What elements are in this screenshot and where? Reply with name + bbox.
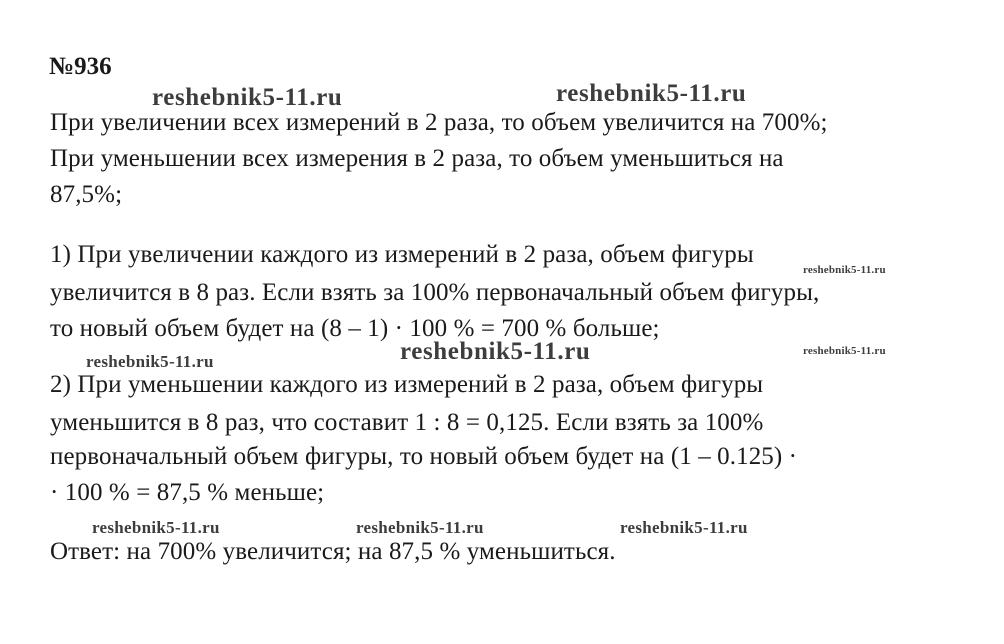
solution-part2-line: первоначальный объем фигуры, то новый объем будет на (1 – 0.125) · <box>50 443 798 470</box>
problem-number: №936 <box>49 53 112 80</box>
solution-part1-line: то новый объем будет на (8 – 1) · 100 % = 700 % больше; <box>50 315 660 342</box>
watermark: reshebnik5-11.ru <box>92 518 220 537</box>
summary-line: При уменьшении всех измерения в 2 раза, то объем уменьшиться на <box>50 145 784 172</box>
summary-line: 87,5%; <box>50 181 123 208</box>
solution-part1-line: 1) При увеличении каждого из измерений в 2 раза, объем фигуры <box>50 241 754 268</box>
watermark: reshebnik5-11.ru <box>152 84 343 111</box>
watermark: reshebnik5-11.ru <box>356 518 484 537</box>
watermark: reshebnik5-11.ru <box>803 264 886 276</box>
solution-part1-line: увеличится в 8 раз. Если взять за 100% первоначальный объем фигуры, <box>50 279 820 306</box>
answer-line: Ответ: на 700% увеличится; на 87,5 % уменьшиться. <box>50 538 616 565</box>
solution-part2-line: · 100 % = 87,5 % меньше; <box>50 479 325 506</box>
solution-part2-line: 2) При уменьшении каждого из измерений в 2 раза, объем фигуры <box>50 371 764 398</box>
watermark: reshebnik5-11.ru <box>400 338 591 365</box>
watermark: reshebnik5-11.ru <box>556 80 747 107</box>
watermark: reshebnik5-11.ru <box>803 345 886 357</box>
solution-part2-line: уменьшится в 8 раз, что составит 1 : 8 = 0,125. Если взять за 100% <box>50 409 764 436</box>
watermark: reshebnik5-11.ru <box>620 518 748 537</box>
watermark: reshebnik5-11.ru <box>86 352 214 371</box>
summary-line: При увеличении всех измерений в 2 раза, то объем увеличится на 700%; <box>50 109 828 136</box>
